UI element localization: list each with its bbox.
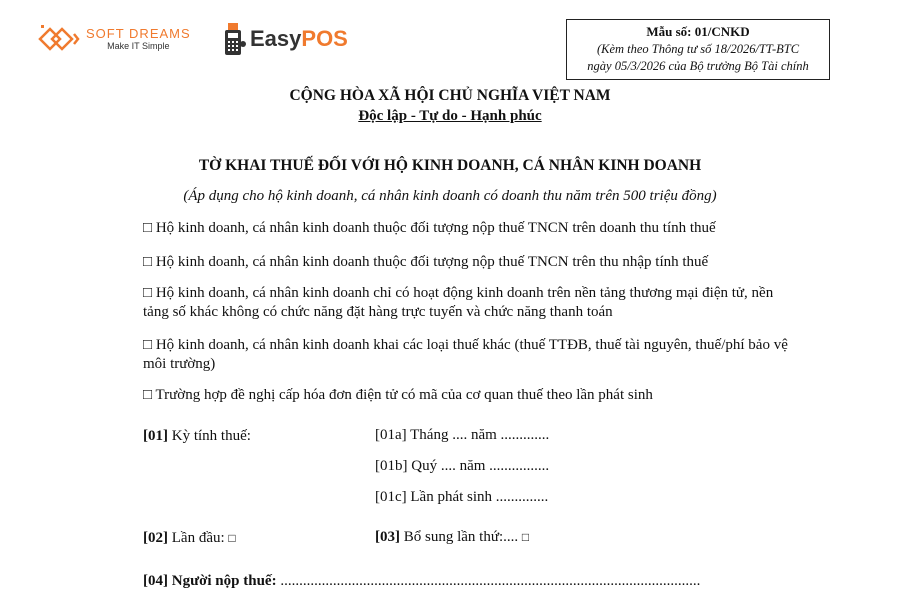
motto: Độc lập - Tự do - Hạnh phúc — [358, 108, 542, 124]
softdreams-tagline: Make IT Simple — [107, 41, 170, 51]
option-checkbox-4[interactable]: □ Hộ kinh doanh, cá nhân kinh doanh khai các loại thuế khác (thuế TTĐB, thuế tài nguyên, thuế/phí bảo vệ môi trường) — [143, 337, 788, 372]
softdreams-logo — [36, 22, 191, 56]
document-subtitle: (Áp dụng cho hộ kinh doanh, cá nhân kinh doanh có doanh thu năm trên 500 triệu đồng) — [183, 188, 717, 204]
option-checkbox-1[interactable]: □ Hộ kinh doanh, cá nhân kinh doanh thuộc đối tượng nộp thuế TNCN trên doanh thu tính thuế — [143, 220, 716, 236]
form-reference-line1: (Kèm theo Thông tư số 18/2026/TT-BTC — [596, 42, 800, 56]
easypos-logo — [224, 22, 348, 56]
field-01-label: [01] Kỳ tính thuế: — [143, 428, 251, 444]
country-heading: CỘNG HÒA XÃ HỘI CHỦ NGHĨA VIỆT NAM — [289, 87, 611, 104]
field-03-supplement[interactable]: [03] Bổ sung lần thứ:.... □ — [375, 529, 530, 545]
form-code-box — [566, 19, 830, 80]
document-title: TỜ KHAI THUẾ ĐỐI VỚI HỘ KINH DOANH, CÁ NHÂN KINH DOANH — [198, 157, 702, 174]
softdreams-logo-icon — [36, 22, 80, 56]
field-01c-occurrence[interactable]: [01c] Lần phát sinh .............. — [375, 489, 549, 505]
form-reference-line2: ngày 05/3/2026 của Bộ trưởng Bộ Tài chính — [587, 59, 809, 73]
softdreams-name: SOFT DREAMS — [86, 26, 191, 41]
field-01a-month[interactable]: [01a] Tháng .... năm ............. — [375, 427, 550, 443]
option-checkbox-3[interactable]: □ Hộ kinh doanh, cá nhân kinh doanh chỉ có hoạt động kinh doanh trên nền tảng thương mại điện tử, nền tảng số khác không có chức năng đặt hàng trực tuyến và chức năng thanh toán — [143, 285, 774, 320]
pos-terminal-icon — [224, 22, 246, 56]
field-01b-quarter[interactable]: [01b] Quý .... năm ................ — [375, 458, 550, 474]
easypos-name: EasyPOS — [250, 26, 348, 51]
field-04-taxpayer[interactable]: [04] Người nộp thuế: ................................................................................................................ — [143, 573, 701, 589]
option-checkbox-2[interactable]: □ Hộ kinh doanh, cá nhân kinh doanh thuộc đối tượng nộp thuế TNCN trên thu nhập tính thuế — [143, 254, 709, 270]
form-code: Mẫu số: 01/CNKD — [646, 24, 750, 39]
field-02-first-time[interactable]: [02] Lần đầu: □ — [143, 530, 236, 546]
option-checkbox-5[interactable]: □ Trường hợp đề nghị cấp hóa đơn điện tử có mã của cơ quan thuế theo lần phát sinh — [143, 387, 653, 403]
